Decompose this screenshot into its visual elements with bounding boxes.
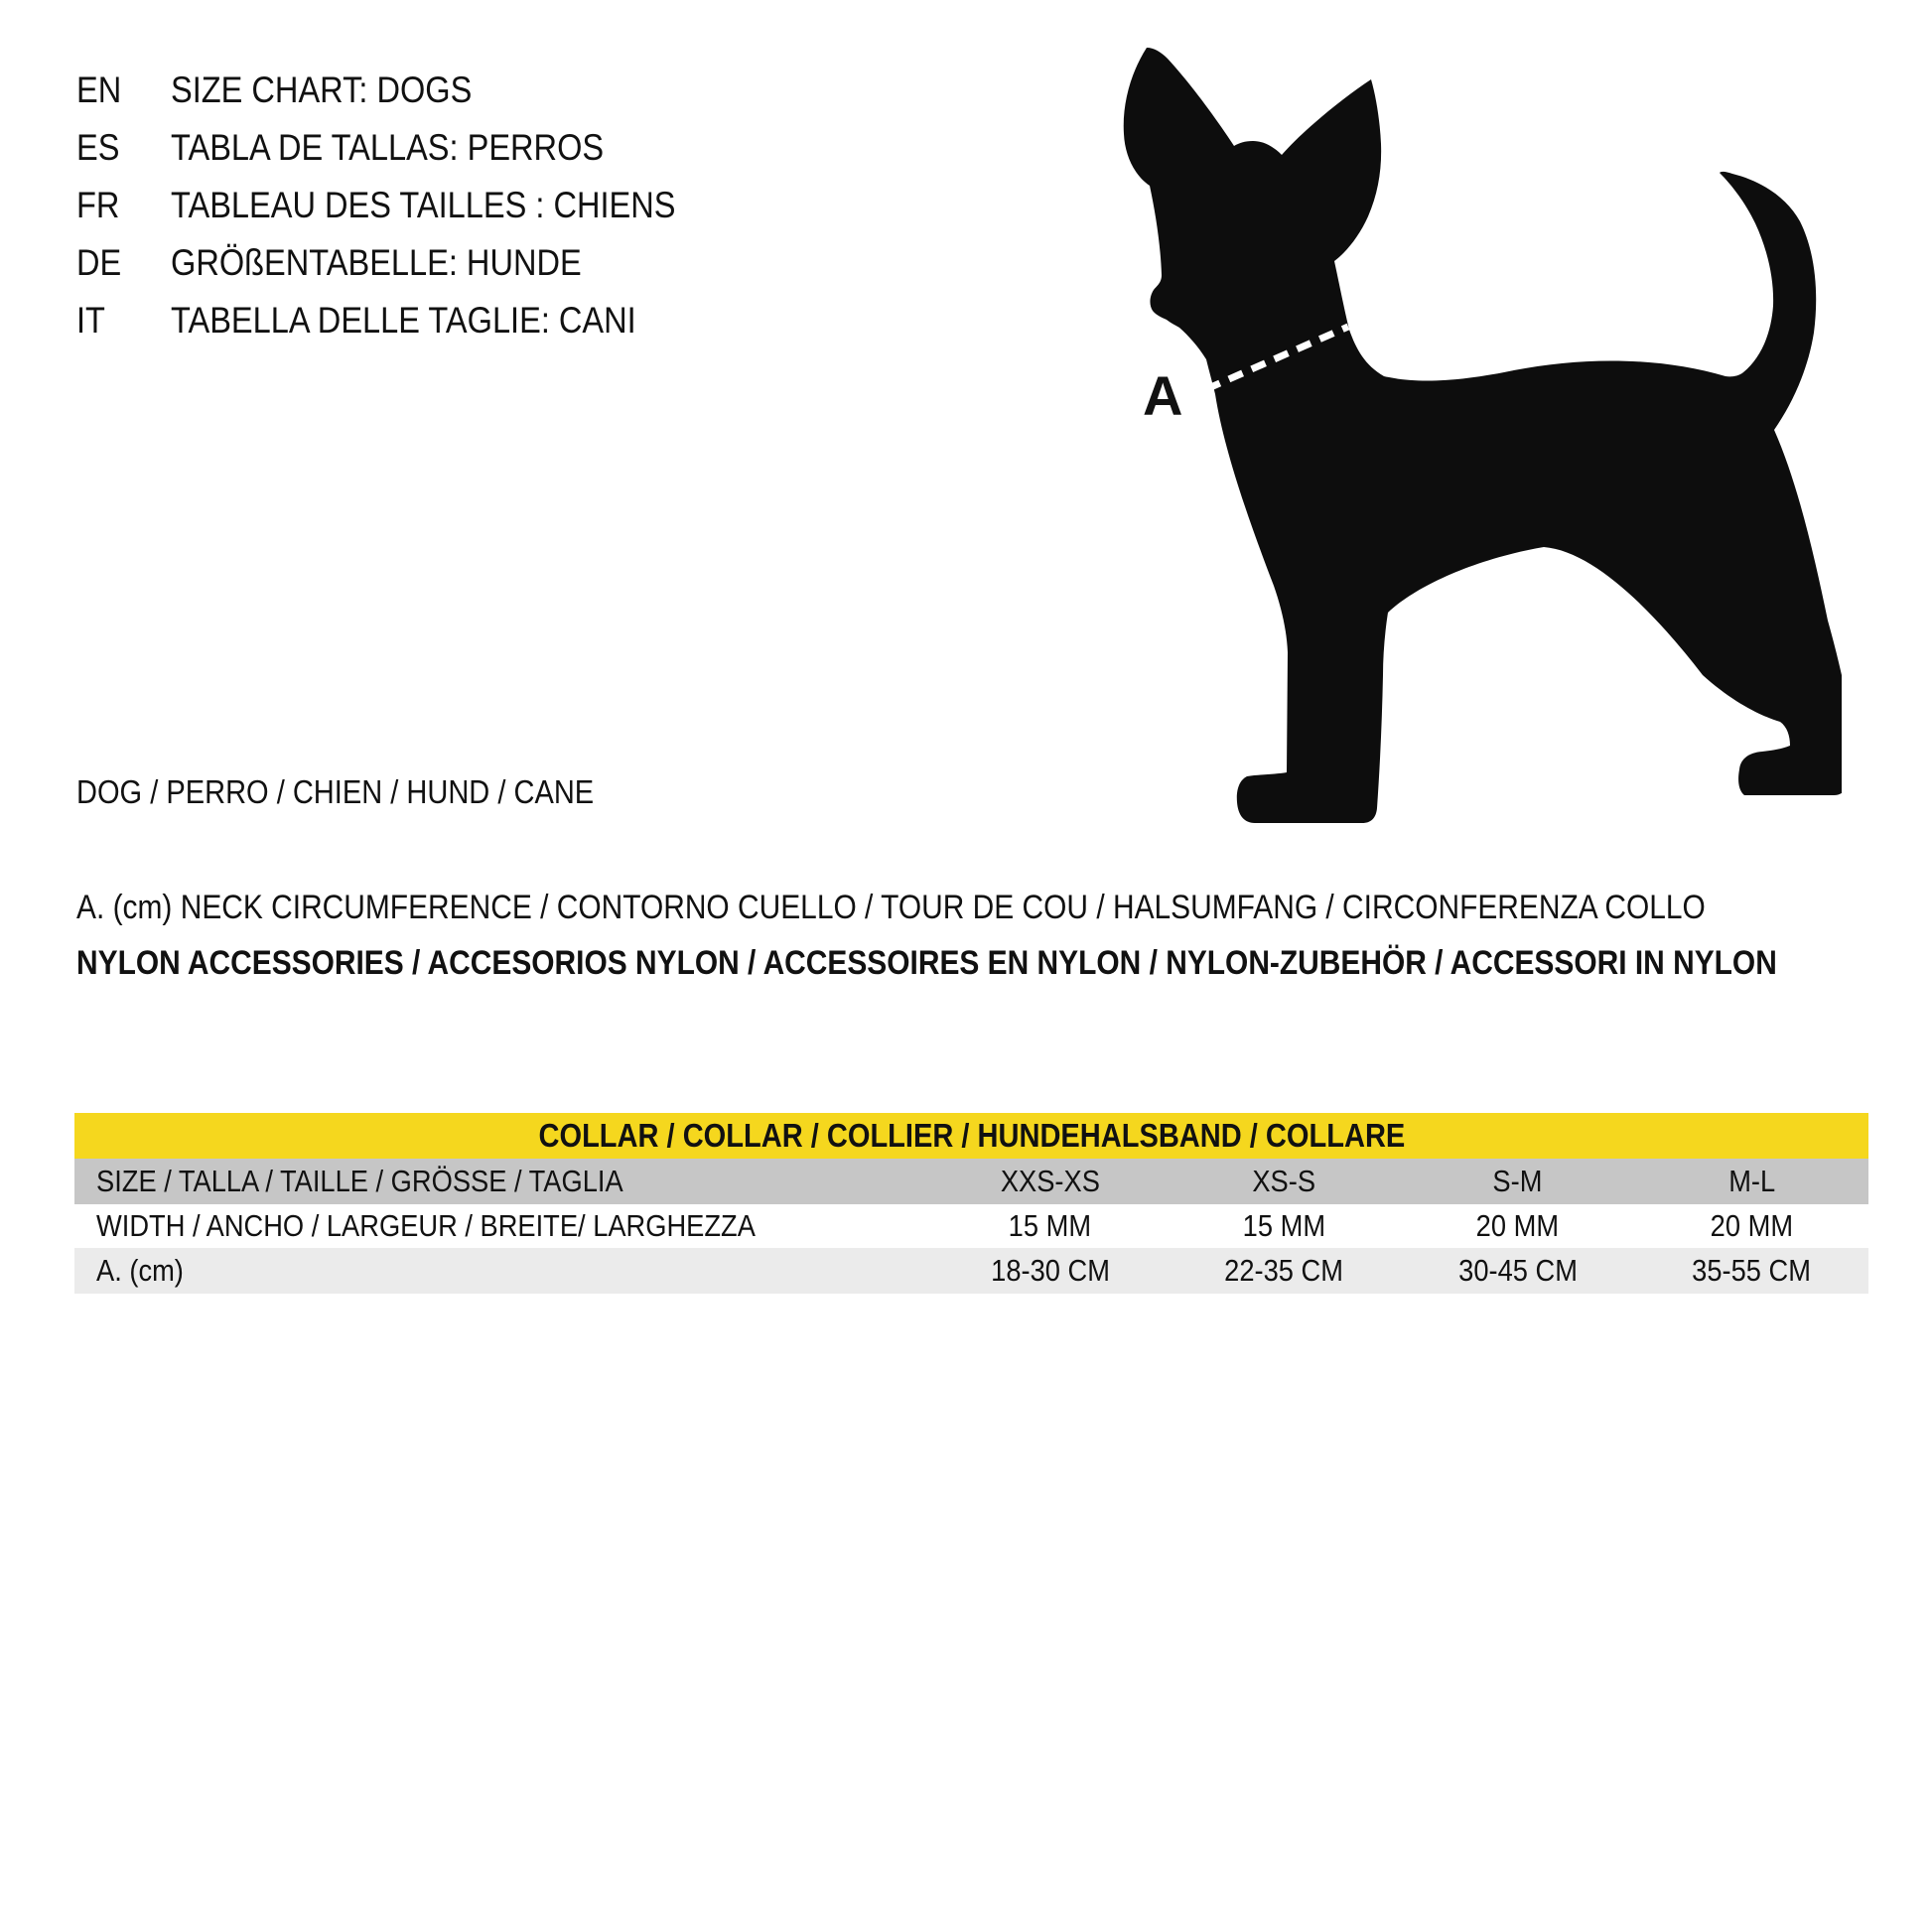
width-cell: 20 MM	[1710, 1208, 1793, 1243]
language-code: IT	[76, 300, 105, 341]
measurement-note: A. (cm) NECK CIRCUMFERENCE / CONTORNO CUELLO / TOUR DE COU / HALSUMFANG / CIRCONFERENZA COLLO	[76, 889, 1706, 926]
row-label: A. (cm)	[96, 1253, 184, 1288]
width-cell: 20 MM	[1476, 1208, 1560, 1243]
table-row-width	[74, 1204, 1868, 1248]
neck-cell: 35-55 CM	[1692, 1253, 1812, 1288]
language-code: EN	[76, 69, 122, 110]
language-code: ES	[76, 127, 120, 168]
language-title: TABLEAU DES TAILLES : CHIENS	[171, 185, 676, 225]
dog-caption: DOG / PERRO / CHIEN / HUND / CANE	[76, 773, 595, 810]
table-title-row	[74, 1113, 1868, 1159]
language-row-de	[76, 234, 745, 292]
language-row-en	[76, 62, 745, 119]
table-row-size	[74, 1159, 1868, 1204]
width-cell: 15 MM	[1009, 1208, 1092, 1243]
neck-cell: 22-35 CM	[1224, 1253, 1344, 1288]
language-list	[76, 62, 745, 349]
dog-figure	[1117, 35, 1842, 829]
collar-size-table	[74, 1113, 1868, 1294]
language-row-es	[76, 119, 745, 177]
row-label: WIDTH / ANCHO / LARGEUR / BREITE/ LARGHEZZA	[96, 1208, 756, 1243]
language-title: SIZE CHART: DOGS	[171, 69, 473, 110]
material-note: NYLON ACCESSORIES / ACCESORIOS NYLON / ACCESSOIRES EN NYLON / NYLON-ZUBEHÖR / ACCESSORI IN NYLON	[76, 944, 1777, 982]
size-cell: XXS-XS	[1000, 1164, 1100, 1198]
measure-point-label: A	[1143, 364, 1183, 427]
size-cell: XS-S	[1252, 1164, 1316, 1198]
language-code: DE	[76, 242, 122, 283]
neck-cell: 18-30 CM	[990, 1253, 1110, 1288]
language-row-fr	[76, 177, 745, 234]
dog-silhouette	[1124, 48, 1842, 823]
row-label: SIZE / TALLA / TAILLE / GRÖSSE / TAGLIA	[96, 1164, 623, 1198]
neck-cell: 30-45 CM	[1457, 1253, 1578, 1288]
language-title: TABLA DE TALLAS: PERROS	[171, 127, 605, 168]
width-cell: 15 MM	[1242, 1208, 1325, 1243]
language-title: TABELLA DELLE TAGLIE: CANI	[171, 300, 636, 341]
size-cell: S-M	[1492, 1164, 1543, 1198]
table-row-neck	[74, 1248, 1868, 1294]
language-row-it	[76, 292, 745, 349]
table-title: COLLAR / COLLAR / COLLIER / HUNDEHALSBAND / COLLARE	[538, 1117, 1405, 1154]
language-code: FR	[76, 185, 120, 225]
language-title: GRÖßENTABELLE: HUNDE	[171, 242, 582, 283]
size-cell: M-L	[1727, 1164, 1775, 1198]
